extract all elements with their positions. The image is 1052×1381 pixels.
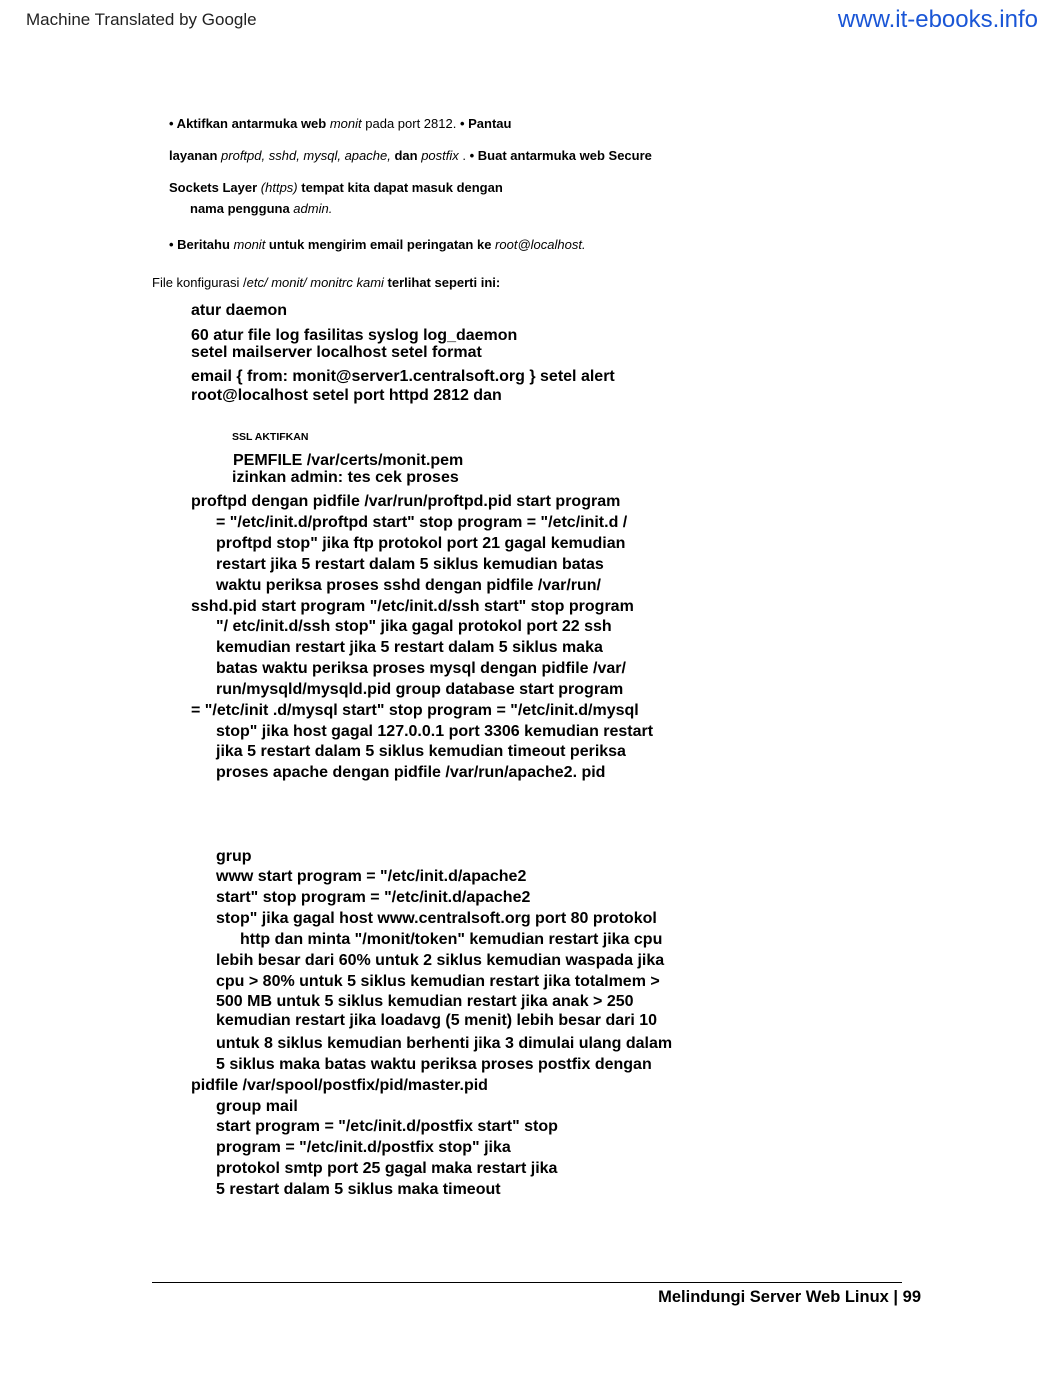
text-run: dan — [390, 148, 422, 163]
code-line: http dan minta "/monit/token" kemudian restart jika cpu — [240, 931, 663, 948]
code-line: waktu periksa proses sshd dengan pidfile /var/run/ — [216, 577, 601, 594]
code-line: untuk 8 siklus kemudian berhenti jika 3 dimulai ulang dalam — [216, 1035, 673, 1052]
text-run: nama pengguna — [190, 201, 294, 216]
text-run: terlihat seperti ini: — [383, 275, 501, 290]
text-run: tempat kita dapat masuk dengan — [297, 180, 503, 195]
text-run: etc/ monit/ monitrc kami — [246, 275, 384, 290]
code-line: protokol smtp port 25 gagal maka restart jika — [216, 1160, 558, 1177]
site-link[interactable]: www.it-ebooks.info — [837, 6, 1038, 33]
code-line: program = "/etc/init.d/postfix stop" jika — [216, 1139, 511, 1156]
text-run: root@localhost. — [495, 237, 586, 252]
code-line: izinkan admin: tes cek proses — [232, 469, 459, 486]
code-line: restart jika 5 restart dalam 5 siklus kemudian batas — [216, 556, 604, 573]
code-line: 5 siklus maka batas waktu periksa proses postfix dengan — [216, 1056, 652, 1073]
code-line: email { from: monit@server1.centralsoft.org } setel alert — [191, 368, 615, 385]
code-line: PEMFILE /var/certs/monit.pem — [233, 452, 464, 469]
page-footer: Melindungi Server Web Linux | 99 — [658, 1288, 921, 1306]
bullet-line-5 — [169, 237, 586, 253]
code-line: pidfile /var/spool/postfix/pid/master.pid — [191, 1077, 488, 1094]
config-intro — [152, 275, 500, 291]
code-line: lebih besar dari 60% untuk 2 siklus kemudian waspada jika — [216, 952, 665, 969]
code-line: grup — [216, 848, 252, 865]
code-line: kemudian restart jika 5 restart dalam 5 siklus maka — [216, 639, 603, 656]
code-line: cpu > 80% untuk 5 siklus kemudian restart jika totalmem > — [216, 973, 660, 990]
bullet-line-1 — [169, 116, 511, 132]
code-line: proftpd stop" jika ftp protokol port 21 gagal kemudian — [216, 535, 626, 552]
text-run: Sockets Layer — [169, 180, 261, 195]
code-line: group mail — [216, 1098, 298, 1115]
code-line: sshd.pid start program "/etc/init.d/ssh start" stop program — [191, 598, 634, 615]
code-line: stop" jika host gagal 127.0.0.1 port 3306 kemudian restart — [216, 723, 654, 740]
code-line: jika 5 restart dalam 5 siklus kemudian timeout periksa — [216, 743, 626, 760]
code-line: 60 atur file log fasilitas syslog log_daemon — [191, 327, 518, 344]
machine-translated-label: Machine Translated by Google — [26, 10, 257, 29]
text-run: monit — [233, 237, 266, 252]
text-run: proftpd, sshd, mysql, apache, — [221, 148, 391, 163]
footer-rule — [152, 1282, 902, 1283]
text-run: monit — [329, 116, 362, 131]
code-line-small: SSL AKTIFKAN — [232, 431, 309, 443]
code-line: = "/etc/init.d/proftpd start" stop program = "/etc/init.d / — [216, 514, 628, 531]
code-line: batas waktu periksa proses mysql dengan pidfile /var/ — [216, 660, 626, 677]
text-run: • Buat antarmuka web Secure — [469, 148, 652, 163]
code-line: 5 restart dalam 5 siklus maka timeout — [216, 1181, 501, 1198]
code-line: run/mysqld/mysqld.pid group database start program — [216, 681, 624, 698]
code-line: start program = "/etc/init.d/postfix start" stop — [216, 1118, 558, 1135]
text-run: (https) — [260, 180, 298, 195]
text-run: • Aktifkan antarmuka web — [169, 116, 330, 131]
code-line: proses apache dengan pidfile /var/run/apache2. pid — [216, 764, 606, 781]
code-line: www start program = "/etc/init.d/apache2 — [216, 868, 527, 885]
bullet-line-2 — [169, 148, 652, 164]
text-run: • Beritahu — [169, 237, 234, 252]
code-line: "/ etc/init.d/ssh stop" jika gagal protokol port 22 ssh — [216, 618, 612, 635]
text-run: File konfigurasi / — [152, 275, 247, 290]
code-line: kemudian restart jika loadavg (5 menit) lebih besar dari 10 — [216, 1012, 658, 1029]
text-run: • Pantau — [459, 116, 512, 131]
text-run: untuk mengirim email peringatan ke — [265, 237, 496, 252]
code-line: start" stop program = "/etc/init.d/apache2 — [216, 889, 531, 906]
code-line: stop" jika gagal host www.centralsoft.org port 80 protokol — [216, 910, 657, 927]
text-run: pada port 2812. — [361, 116, 460, 131]
code-line: setel mailserver localhost setel format — [191, 344, 482, 361]
code-line: atur daemon — [191, 302, 288, 319]
code-line: proftpd dengan pidfile /var/run/proftpd.pid start program — [191, 493, 621, 510]
text-run: . — [458, 148, 470, 163]
bullet-line-3 — [169, 180, 503, 196]
code-line: 500 MB untuk 5 siklus kemudian restart jika anak > 250 — [216, 993, 634, 1010]
text-run: admin. — [293, 201, 333, 216]
code-line: = "/etc/init .d/mysql start" stop program = "/etc/init.d/mysql — [191, 702, 639, 719]
bullet-line-4 — [190, 201, 332, 217]
text-run: postfix — [421, 148, 459, 163]
code-line: root@localhost setel port httpd 2812 dan — [191, 387, 502, 404]
text-run: layanan — [169, 148, 222, 163]
